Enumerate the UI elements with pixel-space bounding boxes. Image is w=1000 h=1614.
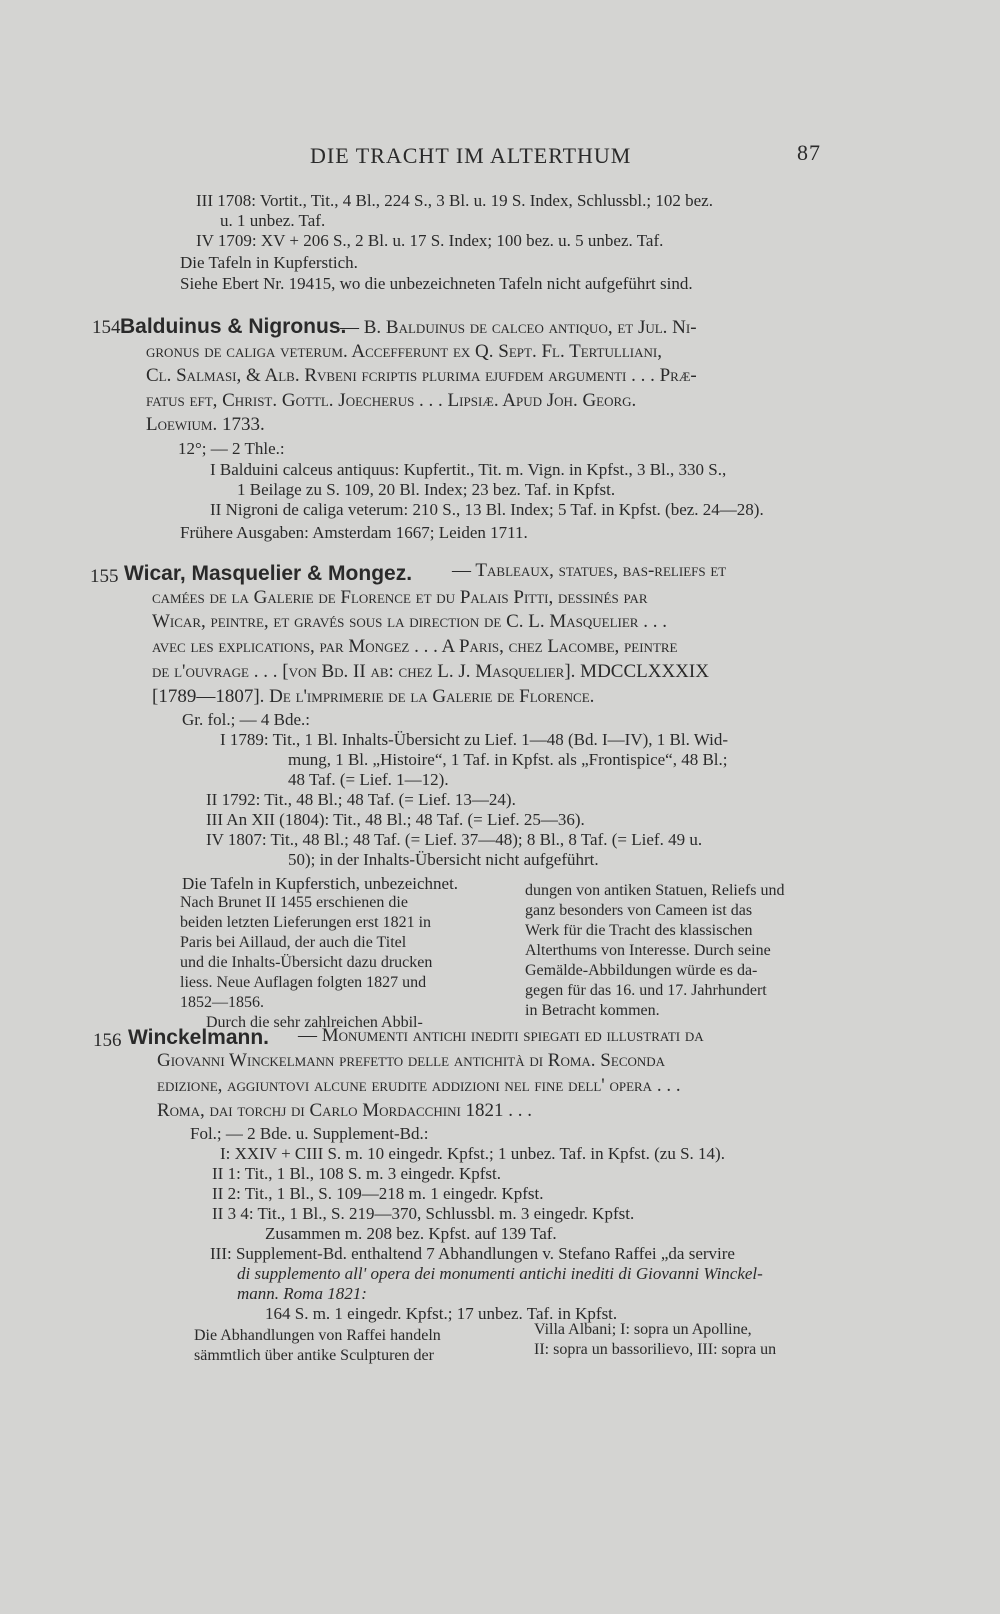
part-line: 1 Beilage zu S. 109, 20 Bl. Index; 23 bez. Taf. in Kpfst. [237, 480, 616, 499]
entry-title-line: Wicar, peintre, et gravés sous la direction de C. L. Masquelier . . . [152, 611, 667, 632]
part-line: mung, 1 Bl. „Histoire“, 1 Taf. in Kpfst. als „Frontispice“, 48 Bl.; [288, 750, 728, 769]
entry-title-line: gronus de caliga veterum. Accefferunt ex Q. Sept. Fl. Tertulliani, [146, 341, 662, 362]
text-line: III 1708: Vortit., Tit., 4 Bl., 224 S., 3 Bl. u. 19 S. Index, Schlussbl.; 102 bez. [196, 191, 713, 210]
text-line: Siehe Ebert Nr. 19415, wo die unbezeichneten Tafeln nicht aufgeführt sind. [180, 274, 693, 293]
text-line: sämmtlich über antike Sculpturen der [194, 1347, 434, 1364]
entry-title-line: edizione, aggiuntovi alcune erudite addizioni nel fine dell' opera . . . [157, 1075, 681, 1096]
entry-title-line: — Monumenti antichi inediti spiegati ed illustrati da [298, 1025, 704, 1046]
part-line: II Nigroni de caliga veterum: 210 S., 13 Bl. Index; 5 Taf. in Kpfst. (bez. 24—28). [210, 500, 764, 519]
entry-title-line: Loewium. 1733. [146, 414, 265, 435]
text-line: Die Abhandlungen von Raffei handeln [194, 1327, 441, 1344]
text-line: Paris bei Aillaud, der auch die Titel [180, 934, 407, 951]
text-line: 1852—1856. [180, 994, 264, 1011]
part-line: I 1789: Tit., 1 Bl. Inhalts-Übersicht zu Lief. 1—48 (Bd. I—IV), 1 Bl. Wid- [220, 730, 729, 749]
commentary-left-column [194, 1326, 514, 1366]
part-line: I: XXIV + CIII S. m. 10 eingedr. Kpfst.; 1 unbez. Taf. in Kpfst. (zu S. 14). [220, 1144, 725, 1163]
entry-title-line: fatus eft, Christ. Gottl. Joecherus . . . Lipsiæ. Apud Joh. Georg. [146, 390, 637, 411]
text-line: Alterthums von Interesse. Durch seine [525, 942, 771, 959]
entry-number: 155 [90, 566, 119, 587]
text-line: u. 1 unbez. Taf. [220, 211, 326, 230]
part-line: IV 1807: Tit., 48 Bl.; 48 Taf. (= Lief. 37—48); 8 Bl., 8 Taf. (= Lief. 49 u. [206, 830, 703, 849]
text-line: Nach Brunet II 1455 erschienen die [180, 894, 408, 911]
part-line: Zusammen m. 208 bez. Kpfst. auf 139 Taf. [265, 1224, 557, 1243]
note-line: Die Tafeln in Kupferstich, unbezeichnet. [182, 874, 459, 893]
entry-title-line: Giovanni Winckelmann prefetto delle antichità di Roma. Seconda [157, 1050, 666, 1071]
text-line: ganz besonders von Cameen ist das [525, 902, 753, 919]
text-line: Gemälde-Abbildungen würde es da- [525, 962, 758, 979]
entry-number: 156 [93, 1030, 122, 1051]
entry-title-line: — B. Balduinus de calceo antiquo, et Jul. Ni- [340, 317, 697, 338]
commentary-right-column [534, 1320, 854, 1360]
entry-title-line: — Tableaux, statues, bas-reliefs et [452, 560, 727, 581]
part-line: 164 S. m. 1 eingedr. Kpfst.; 17 unbez. Taf. in Kpfst. [265, 1304, 618, 1323]
format-line: 12°; — 2 Thle.: [178, 439, 285, 458]
part-line: 50); in der Inhalts-Übersicht nicht aufgeführt. [288, 850, 599, 869]
entry-title-line: Roma, dai torchj di Carlo Mordacchini 1821 . . . [157, 1100, 533, 1121]
format-line: Gr. fol.; — 4 Bde.: [182, 710, 310, 729]
text-line: Werk für die Tracht des klassischen [525, 922, 753, 939]
entry-author: Balduinus & Nigronus. [120, 315, 347, 338]
entry-author: Wicar, Masquelier & Mongez. [124, 562, 413, 585]
note-line: Frühere Ausgaben: Amsterdam 1667; Leiden 1711. [180, 523, 528, 542]
part-line: I Balduini calceus antiquus: Kupfertit., Tit. m. Vign. in Kpfst., 3 Bl., 330 S., [210, 460, 727, 479]
entry-title-line: Cl. Salmasi, & Alb. Rvbeni fcriptis plurima ejufdem argumenti . . . Præ- [146, 365, 697, 386]
part-line: II 1792: Tit., 48 Bl.; 48 Taf. (= Lief. 13—24). [206, 790, 516, 809]
text-line: IV 1709: XV + 206 S., 2 Bl. u. 17 S. Index; 100 bez. u. 5 unbez. Taf. [196, 231, 664, 250]
text-line: gegen für das 16. und 17. Jahrhundert [525, 982, 767, 999]
part-line: mann. Roma 1821: [237, 1284, 367, 1303]
part-line: II 2: Tit., 1 Bl., S. 109—218 m. 1 eingedr. Kpfst. [212, 1184, 544, 1203]
commentary-right-column [525, 881, 845, 1021]
text-line: Die Tafeln in Kupferstich. [180, 253, 358, 272]
entry-title-line: avec les explications, par Mongez . . . A Paris, chez Lacombe, peintre [152, 636, 678, 657]
entry-author: Winckelmann. [128, 1026, 270, 1049]
text-line: in Betracht kommen. [525, 1002, 660, 1019]
text-line: Durch die sehr zahlreichen Abbil- [206, 1014, 423, 1031]
text-line: Villa Albani; I: sopra un Apolline, [534, 1321, 752, 1338]
part-line: 48 Taf. (= Lief. 1—12). [288, 770, 449, 789]
entry-title-line: [1789—1807]. De l'imprimerie de la Galerie de Florence. [152, 686, 595, 707]
page-number: 87 [797, 140, 821, 165]
running-header: DIE TRACHT IM ALTERTHUM [310, 143, 632, 168]
part-line: II 3 4: Tit., 1 Bl., S. 219—370, Schlussbl. m. 3 eingedr. Kpfst. [212, 1204, 635, 1223]
entry-title-line: de l'ouvrage . . . [von Bd. II ab: chez L. J. Masquelier]. MDCCLXXXIX [152, 661, 709, 682]
part-line: III An XII (1804): Tit., 48 Bl.; 48 Taf. (= Lief. 25—36). [206, 810, 585, 829]
part-line: II 1: Tit., 1 Bl., 108 S. m. 3 eingedr. Kpfst. [212, 1164, 502, 1183]
text-line: liess. Neue Auflagen folgten 1827 und [180, 974, 427, 991]
format-line: Fol.; — 2 Bde. u. Supplement-Bd.: [190, 1124, 429, 1143]
commentary-left-column [180, 893, 500, 1033]
text-line: dungen von antiken Statuen, Reliefs und [525, 882, 785, 899]
part-line: III: Supplement-Bd. enthaltend 7 Abhandlungen v. Stefano Raffei „da servire [210, 1244, 735, 1263]
text-line: und die Inhalts-Übersicht dazu drucken [180, 954, 433, 971]
part-line: di supplemento all' opera dei monumenti antichi inediti di Giovanni Winckel- [237, 1264, 763, 1283]
entry-number: 154 [92, 317, 121, 338]
text-line: beiden letzten Lieferungen erst 1821 in [180, 914, 432, 931]
text-line: II: sopra un bassorilievo, III: sopra un [534, 1341, 777, 1358]
entry-title-line: camées de la Galerie de Florence et du Palais Pitti, dessinés par [152, 587, 648, 608]
